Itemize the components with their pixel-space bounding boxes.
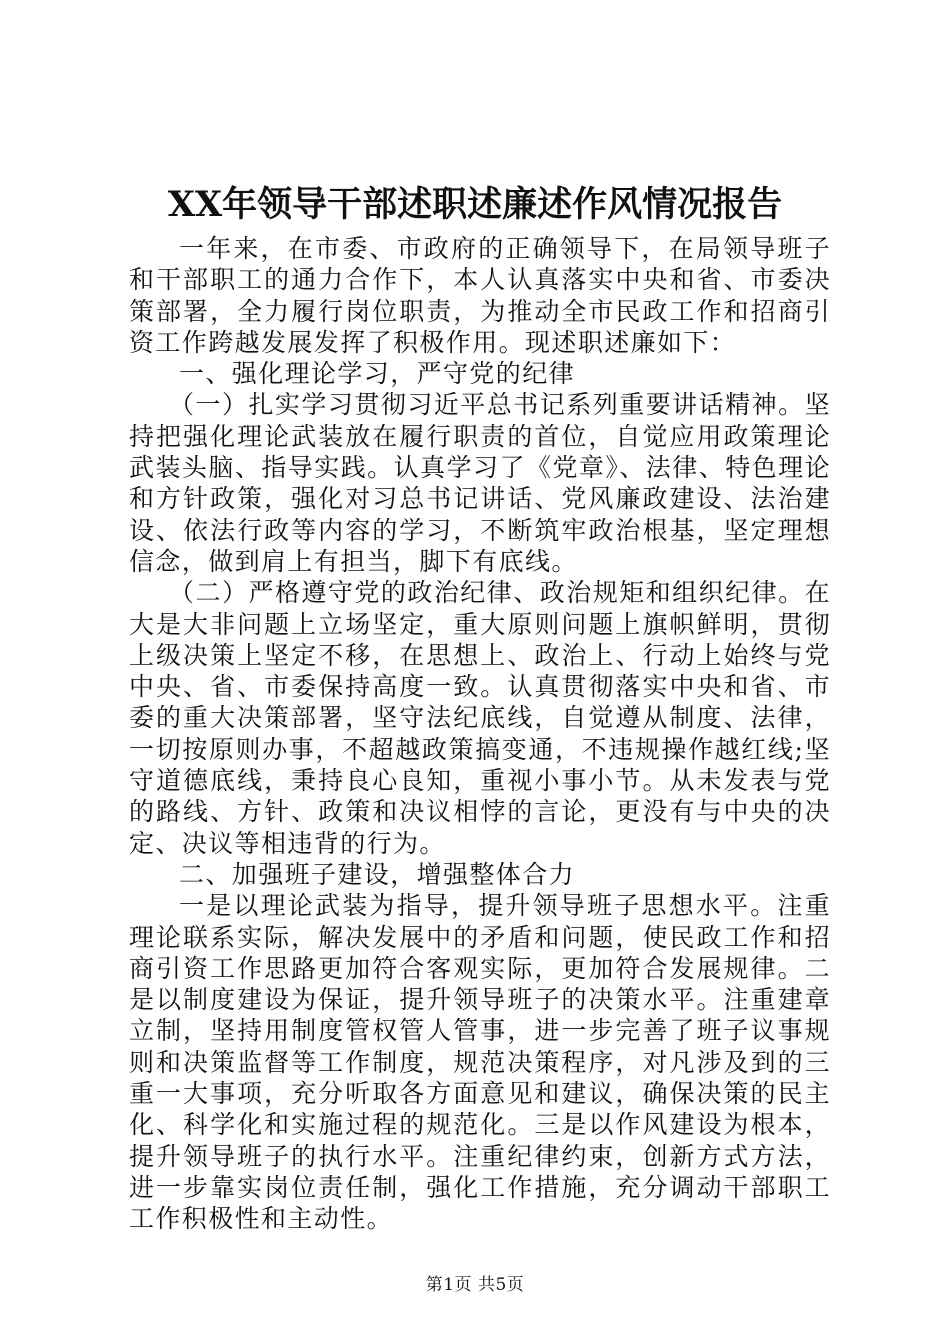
section-heading-1: 一、强化理论学习，严守党的纪律 — [179, 359, 576, 389]
intro-paragraph: 一年来，在市委、市政府的正确领导下，在局领导班子和干部职工的通力合作下，本人认真落实中央和省、市委决策部署，全力履行岗位职责，为推动全市民政工作和招商引资工作跨越发展发挥了积极作用。现述职述廉如下： — [129, 234, 831, 357]
document-title: XX年领导干部述职述廉述作风情况报告 — [167, 184, 783, 225]
page-footer: 第1页 共5页 — [425, 1275, 525, 1295]
section-heading-2: 二、加强班子建设，增强整体合力 — [179, 859, 576, 889]
document-body — [129, 233, 831, 1235]
subsection-paragraph-2: （二）严格遵守党的政治纪律、政治规矩和组织纪律。在大是大非问题上立场坚定，重大原则问题上旗帜鲜明，贯彻上级决策上坚定不移，在思想上、政治上、行动上始终与党中央、省、市委保持高度一致。认真贯彻落实中央和省、市委的重大决策部署，坚守法纪底线，自觉遵从制度、法律，一切按原则办事，不超越政策搞变通，不违规操作越红线;坚守道德底线，秉持良心良知，重视小事小节。从未发表与党的路线、方针、政策和决议相悖的言论，更没有与中央的决定、决议等相违背的行为。 — [129, 578, 831, 858]
subsection-paragraph-1: （一）扎实学习贯彻习近平总书记系列重要讲话精神。坚持把强化理论武装放在履行职责的首位，自觉应用政策理论武装头脑、指导实践。认真学习了《党章》、法律、特色理论和方针政策，强化对习总书记讲话、党风廉政建设、法治建设、依法行政等内容的学习，不断筑牢政治根基，坚定理想信念，做到肩上有担当，脚下有底线。 — [129, 390, 831, 576]
section-2-paragraph: 一是以理论武装为指导，提升领导班子思想水平。注重理论联系实际，解决发展中的矛盾和问题，使民政工作和招商引资工作思路更加符合客观实际，更加符合发展规律。二是以制度建设为保证，提升领导班子的决策水平。注重建章立制，坚持用制度管权管人管事，进一步完善了班子议事规则和决策监督等工作制度，规范决策程序，对凡涉及到的三重一大事项，充分听取各方面意见和建议，确保决策的民主化、科学化和实施过程的规范化。三是以作风建设为根本，提升领导班子的执行水平。注重纪律约束，创新方式方法，进一步靠实岗位责任制，强化工作措施，充分调动干部职工工作积极性和主动性。 — [129, 891, 831, 1234]
